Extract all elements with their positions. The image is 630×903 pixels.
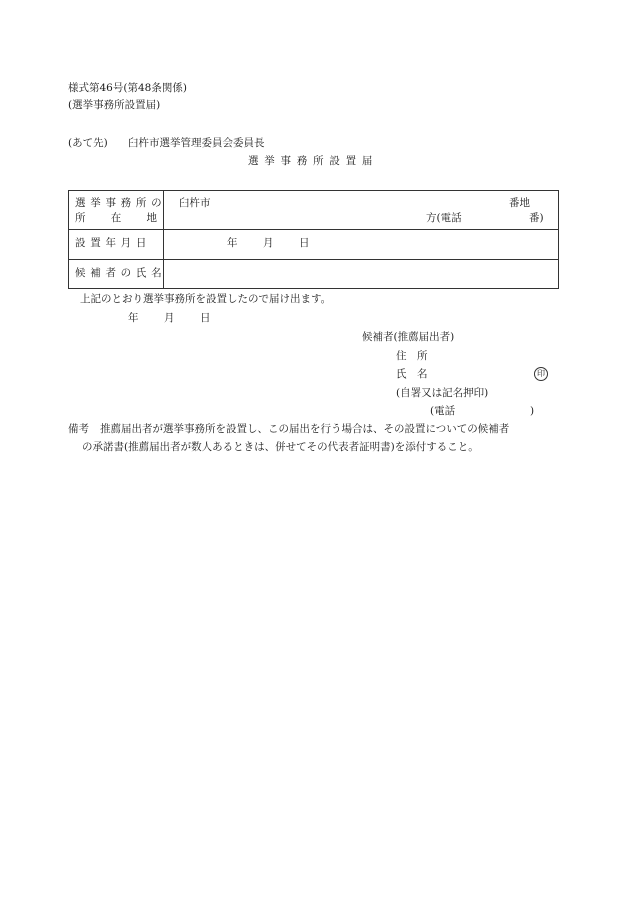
kata-phone-label: 方(電話 (426, 212, 462, 224)
address-label: 住 所 (396, 350, 428, 362)
candidate-name-label: 候補者の氏名 (75, 267, 167, 279)
table-row-divider (69, 229, 558, 230)
form-subtitle: (選挙事務所設置届) (68, 99, 161, 111)
submission-day: 日 (200, 312, 211, 324)
phone-number-suffix: 番) (529, 212, 544, 224)
document-title: 選挙事務所設置届 (248, 155, 379, 167)
note-line2: の承諾書(推薦届出者が数人あるときは、併せてその代表者証明書)を添付すること。 (82, 441, 479, 453)
signer-phone-open: (電話 (430, 405, 456, 417)
establishment-day: 日 (299, 237, 310, 249)
addressee: 臼杵市選挙管理委員会委員長 (128, 137, 265, 149)
name-label: 氏 名 (396, 368, 428, 380)
table-row-divider (69, 259, 558, 260)
note-line1: 推薦届出者が選挙事務所を設置し、この届出を行う場合は、その設置についての候補者 (100, 423, 510, 435)
seal-mark: 印 (534, 367, 548, 381)
form-number: 様式第46号(第48条関係) (68, 82, 187, 94)
submission-year: 年 (128, 312, 139, 324)
establishment-date-label: 設置年月日 (75, 237, 152, 249)
form-table (68, 190, 559, 289)
signer-role: 候補者(推薦届出者) (362, 331, 455, 343)
signature-note: (自署又は記名押印) (396, 387, 489, 399)
establishment-month: 月 (263, 237, 274, 249)
statement: 上記のとおり選挙事務所を設置したので届け出ます。 (80, 293, 332, 305)
office-location-label-line1: 選挙事務所の (75, 197, 167, 209)
city-value: 臼杵市 (179, 197, 211, 209)
addressee-label: (あて先) (68, 137, 108, 149)
submission-month: 月 (164, 312, 175, 324)
note-label: 備考 (68, 423, 89, 435)
establishment-year: 年 (227, 237, 238, 249)
signer-phone-close: ) (530, 405, 535, 417)
office-location-label-line2: 所在地 (75, 212, 157, 224)
banchi-label: 番地 (509, 197, 530, 209)
